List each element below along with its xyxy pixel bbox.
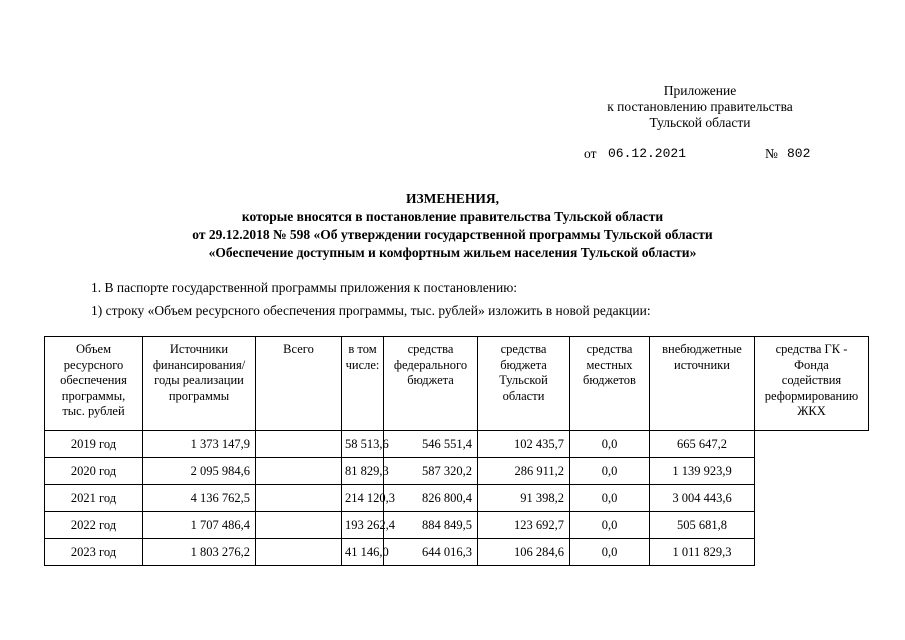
cell-local: 91 398,2 [478, 485, 570, 512]
header-line: источники [674, 357, 730, 372]
header-line: числе: [345, 357, 380, 372]
header-line: бюджета [500, 357, 547, 372]
paragraph-2: 1) строку «Объем ресурсного обеспечения программы, тыс. рублей» изложить в новой редакции: [91, 303, 651, 318]
header-line: тыс. рублей [62, 404, 125, 418]
header-line: ресурсного [63, 357, 124, 372]
funding-table [44, 336, 869, 566]
cell-fund: 665 647,2 [650, 431, 755, 458]
paragraph-1: 1. В паспорте государственной программы приложения к постановлению: [91, 280, 518, 295]
header-regional [478, 337, 570, 431]
cell-including [256, 485, 342, 512]
header-line: средства [500, 342, 547, 356]
header-line: Объем [76, 342, 111, 356]
cell-federal: 81 829,3 [342, 458, 384, 485]
header-line: Фонда [794, 357, 829, 372]
appendix-line: к постановлению правительства [607, 99, 793, 114]
header-line: в том [348, 342, 377, 356]
header-line: Источники [169, 342, 229, 356]
cell-fund: 1 139 923,9 [650, 458, 755, 485]
cell-extra: 0,0 [570, 512, 650, 539]
header-line: программы, [61, 388, 126, 403]
cell-extra: 0,0 [570, 458, 650, 485]
cell-year: 2023 год [45, 539, 143, 566]
cell-year: 2022 год [45, 512, 143, 539]
header-line: внебюджетные [662, 342, 742, 356]
cell-extra: 0,0 [570, 431, 650, 458]
document-title [0, 190, 905, 262]
cell-including [256, 431, 342, 458]
cell-federal: 214 120,3 [342, 485, 384, 512]
cell-total: 2 095 984,6 [143, 458, 256, 485]
header-line: области [502, 388, 545, 403]
header-line: финансирования/ [152, 357, 246, 372]
header-federal [384, 337, 478, 431]
header-sources [143, 337, 256, 431]
decree-number: 802 [787, 146, 811, 161]
cell-local: 286 911,2 [478, 458, 570, 485]
header-line: бюджета [407, 373, 454, 387]
cell-regional: 546 551,4 [384, 431, 478, 458]
table-row [45, 431, 869, 458]
cell-federal: 58 513,6 [342, 431, 384, 458]
cell-regional: 884 849,5 [384, 512, 478, 539]
cell-year: 2019 год [45, 431, 143, 458]
appendix-line: Приложение [663, 83, 737, 98]
cell-year: 2021 год [45, 485, 143, 512]
cell-fund: 3 004 443,6 [650, 485, 755, 512]
table-header-row [45, 337, 869, 431]
cell-total: 1 373 147,9 [143, 431, 256, 458]
table-row [45, 539, 869, 566]
cell-total: 1 707 486,4 [143, 512, 256, 539]
header-local [570, 337, 650, 431]
title-line: от 29.12.2018 № 598 «Об утверждении государственной программы Тульской области [192, 227, 713, 242]
cell-regional: 587 320,2 [384, 458, 478, 485]
cell-local: 102 435,7 [478, 431, 570, 458]
header-line: бюджетов [583, 373, 636, 387]
cell-extra: 0,0 [570, 485, 650, 512]
table-row [45, 485, 869, 512]
cell-federal: 41 146,0 [342, 539, 384, 566]
header-line: Тульской [499, 373, 548, 387]
header-line: средства [586, 342, 633, 356]
cell-local: 123 692,7 [478, 512, 570, 539]
title-line: «Обеспечение доступным и комфортным жильем населения Тульской области» [208, 245, 697, 260]
cell-including [256, 512, 342, 539]
header-including [342, 337, 384, 431]
header-line: средства ГК - [775, 342, 848, 356]
cell-regional: 826 800,4 [384, 485, 478, 512]
header-line: годы реализации [154, 373, 244, 387]
header-line: Всего [283, 342, 314, 356]
cell-total: 1 803 276,2 [143, 539, 256, 566]
cell-year: 2020 год [45, 458, 143, 485]
cell-including [256, 539, 342, 566]
appendix-line: Тульской области [649, 115, 751, 130]
header-line: содействия [781, 373, 842, 387]
header-line: реформированию [764, 388, 859, 403]
cell-local: 106 284,6 [478, 539, 570, 566]
header-total [256, 337, 342, 431]
cell-fund: 1 011 829,3 [650, 539, 755, 566]
cell-including [256, 458, 342, 485]
table-row [45, 512, 869, 539]
resource-volume-label [45, 337, 143, 431]
cell-extra: 0,0 [570, 539, 650, 566]
cell-federal: 193 262,4 [342, 512, 384, 539]
header-line: федерального [393, 357, 468, 372]
decree-date-label: от [584, 146, 597, 161]
title-line: ИЗМЕНЕНИЯ, [405, 191, 499, 206]
cell-total: 4 136 762,5 [143, 485, 256, 512]
title-line: которые вносятся в постановление правительства Тульской области [241, 209, 664, 224]
cell-fund: 505 681,8 [650, 512, 755, 539]
header-line: ЖКХ [797, 404, 826, 418]
header-line: средства [407, 342, 454, 356]
header-extrabudgetary [650, 337, 755, 431]
cell-regional: 644 016,3 [384, 539, 478, 566]
appendix-header [560, 83, 840, 131]
header-line: местных [586, 357, 633, 372]
decree-number-sign: № [765, 146, 778, 161]
table-row [45, 458, 869, 485]
header-fund [755, 337, 869, 431]
header-line: программы [168, 388, 230, 403]
decree-date: 06.12.2021 [608, 146, 687, 161]
header-line: обеспечения [60, 373, 127, 387]
